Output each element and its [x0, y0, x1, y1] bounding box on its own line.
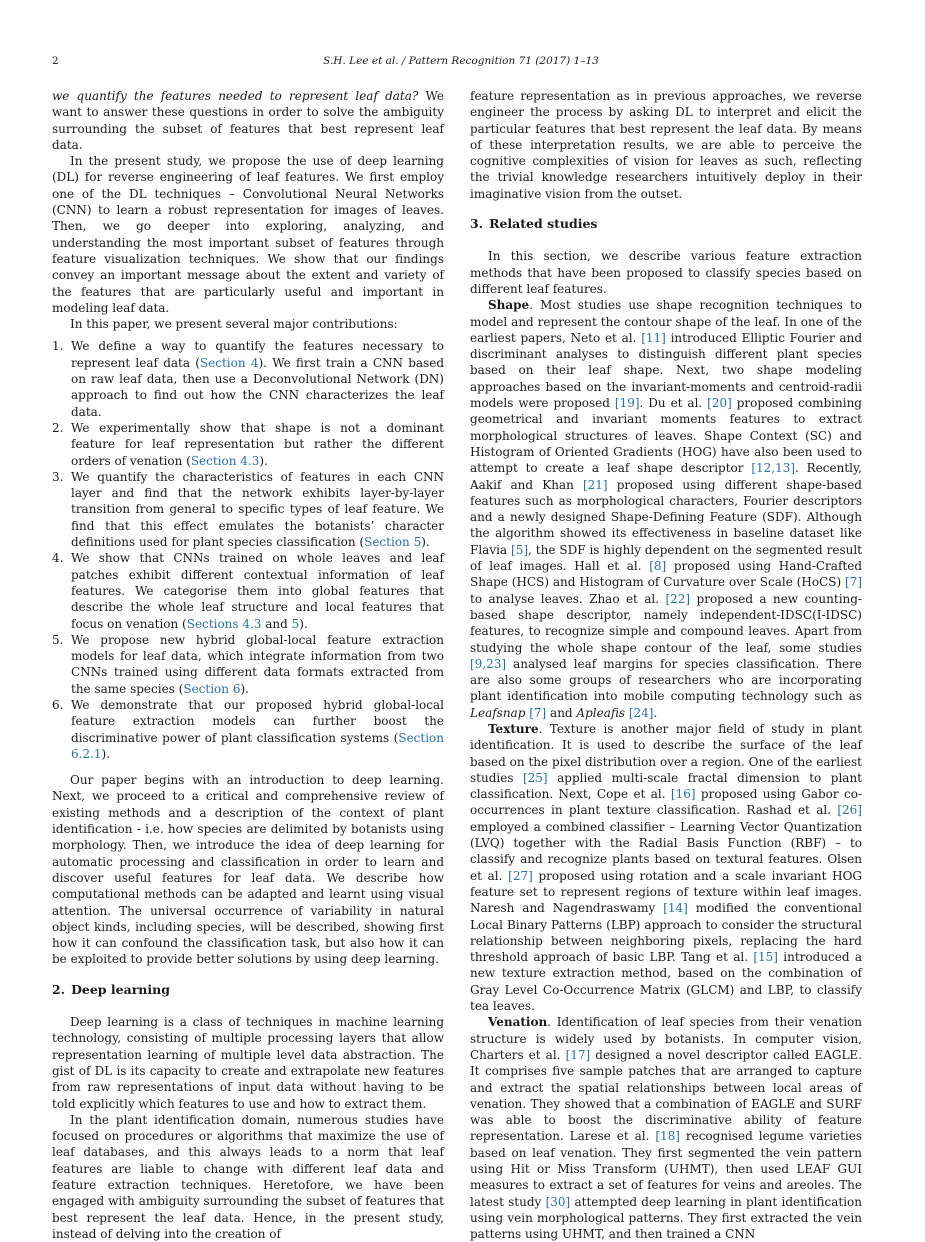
item-text: and: [261, 616, 292, 631]
italic-question: we quantify the features needed to represent leaf data?: [52, 89, 419, 103]
text: employed a combined classifier – Learning Vector Quantization (LVQ) together with the Radial Basis Function (RBF) – to classify and recognize plants based on textural features. Olsen et al.: [470, 819, 862, 883]
citation-link[interactable]: [21]: [582, 477, 608, 492]
right-column: [470, 88, 862, 1242]
citation-link[interactable]: [7]: [845, 575, 862, 590]
list-number: 6.: [52, 697, 64, 712]
item-text: ). We first train a CNN based on raw leaf data, then use a Deconvolutional Network (DN) approach to find out how the CNN characterizes the leaf data.: [71, 355, 445, 419]
citation-link[interactable]: [18]: [655, 1129, 680, 1144]
run-in-heading: Venation: [488, 1015, 548, 1030]
paragraph: In the present study, we propose the use of deep learning (DL) for reverse engineering of leaf features. We first employ one of the DL techniques – Convolutional Neural Networks (CNN) to learn a robust representation for images of leaves. Then, we go deeper into exploring, analyzing, and understanding the most important subset of features through feature visualization techniques. We show that our findings convey an important message about the extent and variety of the features that are particularly useful and important in modeling leaf data.: [52, 154, 444, 315]
citation-link[interactable]: [25]: [522, 770, 548, 785]
citation-link[interactable]: [22]: [665, 591, 691, 606]
text: .: [653, 705, 658, 720]
section-link[interactable]: Section 5: [364, 535, 422, 550]
item-text: We experimentally show that shape is not a dominant feature for leaf representation but rather the different orders of venation (: [71, 420, 444, 468]
citation-link[interactable]: [26]: [837, 803, 862, 818]
page-header: [52, 55, 870, 71]
citation-link[interactable]: [9,23]: [470, 656, 507, 671]
paragraph: In the plant identification domain, numerous studies have focused on procedures or algorithms that maximize the use of leaf databases, and this always leads to a norm that leaf features are liable to change with different leaf data and feature extraction techniques. Heretofore, we have been engaged with ambiguity surrounding the subset of features that best represent the leaf data. Hence, in the present study, instead of delving into the creation of: [52, 1112, 444, 1241]
run-in-heading: Texture: [488, 721, 539, 736]
text: to analyse leaves. Zhao et al.: [470, 591, 666, 606]
italic-name: Leafsnap: [470, 705, 526, 720]
text: recognised legume varieties based on leaf venation. They first segmented the vein pattern using Hit or Miss Transform (UHMT), then used LEAF GUI measures to extract a set of features for veins and areoles. The latest study: [470, 1129, 862, 1209]
section-number: 3.: [470, 216, 484, 232]
paragraph: [52, 88, 444, 153]
citation-link[interactable]: [30]: [545, 1194, 571, 1209]
text: . Du et al.: [639, 396, 708, 411]
citation-link[interactable]: [24]: [628, 705, 654, 720]
text: proposed a new counting-based shape descriptor, namely independent-IDSC(I-IDSC) features, to recognize simple and compound leaves. Apart from studying the whole shape contour of the leaf, some studies: [470, 591, 862, 655]
list-number: 4.: [52, 551, 64, 566]
paragraph: Deep learning is a class of techniques in machine learning technology, consisting of multiple processing layers that allow representation learning of multiple level data abstraction. The gist of DL is its capacity to create and extrapolate new features from raw representations of input data without having to be told explicitly which features to use and how to extract them.: [52, 1015, 444, 1111]
item-text: ).: [101, 746, 111, 761]
item-text: We show that CNNs trained on whole leaves and leaf patches exhibit different contextual information of leaf features. We categorise them into global features that describe the whole leaf structure and local features that focus on venation (: [71, 551, 444, 631]
citation-link[interactable]: [16]: [670, 787, 696, 802]
paragraph: In this section, we describe various feature extraction methods that have been proposed to classify species based on different leaf features.: [470, 249, 862, 296]
text: modified the conventional Local Binary Patterns (LBP) approach to consider the structural relationship between neighboring pixels, replacing the hard threshold approach of basic LBP. Tang et al.: [470, 901, 862, 965]
text: proposed using Hand-Crafted Shape (HCS) and Histogram of Curvature over Scale (HoCS): [470, 559, 862, 590]
text: attempted deep learning in plant identification using vein morphological patterns. They first extracted the vein patterns using UHMT, and then trained a CNN: [470, 1194, 862, 1242]
citation-link[interactable]: [11]: [641, 330, 666, 345]
text: . Recently, Aakif and Khan: [470, 461, 862, 492]
list-item: [52, 632, 444, 697]
item-text: We propose new hybrid global-local feature extraction models for leaf data, which integrate information from two CNNs trained using different data formats extracted from the same species (: [71, 632, 444, 696]
paragraph: feature representation as in previous approaches, we reverse engineer the process by asking DL to interpret and elicit the particular features that best represent the leaf data. By means of these interpretation results, we are able to perceive the cognitive complexities of vision for leaves as such, reflecting the trivial knowledge researchers intuitively deploy in their imaginative vision from the outset.: [470, 89, 862, 201]
citation-link[interactable]: [12,13]: [751, 461, 796, 476]
item-text: We quantify the characteristics of features in each CNN layer and find that the network exhibits layer-by-layer transition from general to specific types of leaf feature. We find that this effect emulates the botanists’ character definitions used for plant species classification (: [71, 469, 444, 550]
text: applied multi-scale fractal dimension to plant classification. Next, Cope et al.: [470, 770, 862, 802]
list-item: [52, 338, 444, 419]
venation-paragraph: [470, 1014, 862, 1242]
list-item: [52, 469, 444, 550]
contributions-list: [52, 338, 444, 762]
text: proposed using rotation and a scale invariant HOG feature set to represent regions of texture within leaf images. Naresh and Nagendraswamy: [470, 868, 862, 916]
text: analysed leaf margins for species classification. There are also some groups of researchers who are incorporating plant identification into mobile computing technology such as: [470, 656, 862, 704]
text: proposed using Gabor co-occurrences in plant texture classification. Rashad et al.: [470, 787, 862, 818]
text: . Most studies use shape recognition techniques to model and represent the contour shape of the leaf. In one of the earliest papers, Neto et al.: [470, 298, 862, 345]
list-number: 2.: [52, 420, 64, 435]
texture-paragraph: [470, 721, 862, 1014]
citation-link[interactable]: [14]: [663, 901, 688, 916]
paragraph-text: We want to answer these questions in order to solve the ambiguity surrounding the subset of features that best represent leaf data.: [52, 89, 444, 152]
item-text: ).: [240, 681, 249, 696]
paragraph: In this paper, we present several major contributions:: [70, 317, 398, 332]
list-item: [52, 697, 444, 762]
text: . Identification of leaf species from their venation structure is widely used by botanists. In computer vision, Charters et al.: [470, 1015, 862, 1062]
text: . Texture is another major field of study in plant identification. It is used to describe the surface of the leaf based on the pixel distribution over a region. One of the earliest studies: [470, 721, 862, 785]
item-text: ).: [299, 616, 308, 631]
text: proposed using different shape-based features such as morphological characters, Fourier descriptors and a newly designed Shape-Defining Feature (SDF). Although the algorithm showed its effectiveness in baseline dataset like Flavia: [470, 477, 862, 557]
list-item: [52, 420, 444, 469]
citation-link[interactable]: [17]: [565, 1047, 591, 1062]
list-number: 3.: [52, 469, 64, 484]
citation-link[interactable]: [15]: [753, 950, 778, 965]
section-link[interactable]: Section 4: [199, 355, 259, 370]
text: and: [546, 705, 577, 720]
section-link[interactable]: Sections 4.3: [186, 616, 262, 631]
left-column: [52, 88, 444, 1242]
section-heading: [52, 982, 444, 998]
text: introduced a new texture extraction method, based on the combination of Gray Level Co-Occurrence Matrix (GLCM) and LBP, to classify tea leaves.: [470, 950, 863, 1014]
run-in-heading: Shape: [488, 298, 530, 313]
citation-link[interactable]: [27]: [508, 868, 533, 883]
list-number: 1.: [52, 339, 64, 354]
section-link[interactable]: Section 6: [183, 681, 241, 696]
citation-link[interactable]: [20]: [707, 396, 732, 411]
citation-link[interactable]: [7]: [529, 705, 547, 720]
text: introduced Elliptic Fourier and discriminant analyses to distinguish different plant species based on their leaf shape. Next, two shape modeling approaches based on the invariant-moments and centroid-radii models were proposed: [470, 330, 863, 411]
italic-name: Apleafis: [576, 705, 626, 720]
item-text: We demonstrate that our proposed hybrid global-local feature extraction models can further boost the discriminative power of plant classification systems (: [71, 697, 444, 745]
page-number: 2: [52, 55, 59, 67]
text: designed a novel descriptor called EAGLE. It comprises five sample patches that are arranged to capture and extract the spatial relationships between local areas of venation. They showed that a combination of EAGLE and SURF was able to boost the discriminative ability of feature representation. Larese et al.: [470, 1047, 862, 1144]
citation-link[interactable]: [8]: [649, 559, 667, 574]
section-link[interactable]: Section 4.3: [190, 453, 260, 468]
section-link[interactable]: 5: [291, 616, 300, 631]
section-number: 2.: [52, 981, 66, 997]
section-title: Deep learning: [71, 981, 170, 997]
running-title: S.H. Lee et al. / Pattern Recognition 71 (2017) 1–13: [323, 55, 599, 67]
text: proposed combining geometrical and invariant moments features to extract morphological structures of leaves. Shape Context (SC) and Histogram of Oriented Gradients (HOG) have also been used to attempt to create a leaf shape descriptor: [470, 396, 862, 476]
item-text: ).: [421, 535, 430, 550]
section-title: Related studies: [489, 216, 598, 232]
list-number: 5.: [52, 632, 64, 647]
text: , the SDF is highly dependent on the segmented result of leaf images. Hall et al.: [470, 542, 863, 574]
citation-link[interactable]: [5]: [511, 542, 529, 557]
list-item: [52, 550, 444, 631]
citation-link[interactable]: [19]: [614, 396, 640, 411]
item-text: We define a way to quantify the features necessary to represent leaf data (: [71, 339, 444, 370]
paragraph: Our paper begins with an introduction to deep learning. Next, we proceed to a critical and comprehensive review of existing methods and a description of the context of plant identification - i.e. how species are delimited by botanists using morphology. Then, we introduce the idea of deep learning for automatic processing and classification in order to learn and discover useful features for leaf data. We describe how computational methods can be adapted and learnt using visual attention. The universal occurrence of variability in natural object kinds, including species, will be described, showing first how it can confound the classification task, but also how it can be exploited to provide better solutions by using deep learning.: [52, 773, 444, 967]
section-heading: [470, 216, 862, 232]
section-link[interactable]: Section 6.2.1: [71, 730, 444, 761]
shape-paragraph: [470, 297, 862, 721]
item-text: ).: [259, 453, 268, 468]
